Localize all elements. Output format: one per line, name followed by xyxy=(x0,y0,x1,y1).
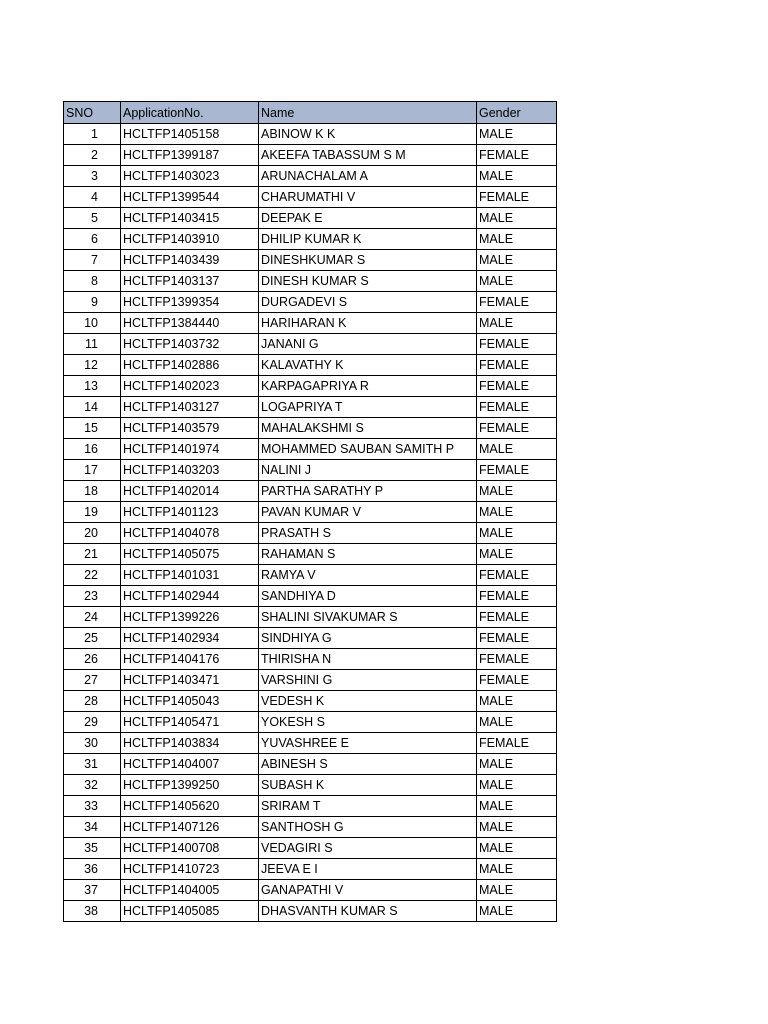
table-row xyxy=(64,775,557,796)
cell-name: CHARUMATHI V xyxy=(259,187,477,208)
cell-application-no: HCLTFP1403127 xyxy=(121,397,259,418)
cell-application-no: HCLTFP1399354 xyxy=(121,292,259,313)
table-row xyxy=(64,796,557,817)
cell-sno: 12 xyxy=(64,355,121,376)
cell-application-no: HCLTFP1402886 xyxy=(121,355,259,376)
cell-application-no: HCLTFP1405075 xyxy=(121,544,259,565)
cell-application-no: HCLTFP1404176 xyxy=(121,649,259,670)
cell-application-no: HCLTFP1403439 xyxy=(121,250,259,271)
cell-sno: 27 xyxy=(64,670,121,691)
cell-gender: MALE xyxy=(477,712,557,733)
cell-sno: 21 xyxy=(64,544,121,565)
cell-sno: 22 xyxy=(64,565,121,586)
cell-sno: 15 xyxy=(64,418,121,439)
cell-application-no: HCLTFP1401123 xyxy=(121,502,259,523)
table-row xyxy=(64,292,557,313)
table-row xyxy=(64,670,557,691)
table-row xyxy=(64,439,557,460)
cell-name: HARIHARAN K xyxy=(259,313,477,334)
table-row xyxy=(64,250,557,271)
table-row xyxy=(64,187,557,208)
cell-name: SANDHIYA D xyxy=(259,586,477,607)
cell-sno: 1 xyxy=(64,124,121,145)
table-header-row xyxy=(64,102,557,124)
cell-application-no: HCLTFP1405085 xyxy=(121,901,259,922)
table-row xyxy=(64,712,557,733)
cell-sno: 10 xyxy=(64,313,121,334)
cell-gender: MALE xyxy=(477,838,557,859)
cell-name: SUBASH K xyxy=(259,775,477,796)
cell-gender: MALE xyxy=(477,313,557,334)
cell-name: ABINESH S xyxy=(259,754,477,775)
cell-application-no: HCLTFP1403579 xyxy=(121,418,259,439)
header-application-no: ApplicationNo. xyxy=(121,102,259,124)
cell-gender: FEMALE xyxy=(477,565,557,586)
cell-application-no: HCLTFP1401031 xyxy=(121,565,259,586)
table-row xyxy=(64,817,557,838)
cell-sno: 30 xyxy=(64,733,121,754)
table-row xyxy=(64,355,557,376)
table-row xyxy=(64,838,557,859)
cell-gender: MALE xyxy=(477,250,557,271)
cell-name: ABINOW K K xyxy=(259,124,477,145)
cell-gender: FEMALE xyxy=(477,628,557,649)
cell-name: DHILIP KUMAR K xyxy=(259,229,477,250)
cell-name: JANANI G xyxy=(259,334,477,355)
cell-sno: 32 xyxy=(64,775,121,796)
cell-name: VEDESH K xyxy=(259,691,477,712)
header-sno: SNO xyxy=(64,102,121,124)
table-row xyxy=(64,544,557,565)
cell-gender: MALE xyxy=(477,229,557,250)
cell-application-no: HCLTFP1404078 xyxy=(121,523,259,544)
table-row xyxy=(64,229,557,250)
cell-application-no: HCLTFP1405043 xyxy=(121,691,259,712)
cell-gender: FEMALE xyxy=(477,418,557,439)
cell-gender: MALE xyxy=(477,775,557,796)
cell-name: DURGADEVI S xyxy=(259,292,477,313)
table-row xyxy=(64,586,557,607)
cell-gender: MALE xyxy=(477,166,557,187)
cell-application-no: HCLTFP1404005 xyxy=(121,880,259,901)
table-row xyxy=(64,166,557,187)
table-row xyxy=(64,565,557,586)
table-row xyxy=(64,691,557,712)
table-row xyxy=(64,607,557,628)
cell-application-no: HCLTFP1399250 xyxy=(121,775,259,796)
table-row xyxy=(64,523,557,544)
table-row xyxy=(64,145,557,166)
cell-application-no: HCLTFP1384440 xyxy=(121,313,259,334)
cell-name: THIRISHA N xyxy=(259,649,477,670)
cell-gender: MALE xyxy=(477,817,557,838)
cell-name: SANTHOSH G xyxy=(259,817,477,838)
cell-gender: MALE xyxy=(477,691,557,712)
table-row xyxy=(64,481,557,502)
cell-gender: FEMALE xyxy=(477,460,557,481)
cell-sno: 18 xyxy=(64,481,121,502)
cell-sno: 5 xyxy=(64,208,121,229)
cell-application-no: HCLTFP1399226 xyxy=(121,607,259,628)
candidate-table xyxy=(63,101,557,922)
cell-gender: MALE xyxy=(477,859,557,880)
cell-sno: 23 xyxy=(64,586,121,607)
cell-name: RAHAMAN S xyxy=(259,544,477,565)
cell-application-no: HCLTFP1399187 xyxy=(121,145,259,166)
cell-sno: 19 xyxy=(64,502,121,523)
cell-gender: FEMALE xyxy=(477,733,557,754)
cell-gender: FEMALE xyxy=(477,670,557,691)
cell-application-no: HCLTFP1402014 xyxy=(121,481,259,502)
table-row xyxy=(64,859,557,880)
cell-sno: 31 xyxy=(64,754,121,775)
cell-application-no: HCLTFP1405620 xyxy=(121,796,259,817)
table-row xyxy=(64,628,557,649)
cell-application-no: HCLTFP1402934 xyxy=(121,628,259,649)
cell-gender: MALE xyxy=(477,124,557,145)
cell-sno: 9 xyxy=(64,292,121,313)
cell-name: SRIRAM T xyxy=(259,796,477,817)
cell-gender: MALE xyxy=(477,271,557,292)
cell-application-no: HCLTFP1405471 xyxy=(121,712,259,733)
cell-name: SINDHIYA G xyxy=(259,628,477,649)
cell-application-no: HCLTFP1407126 xyxy=(121,817,259,838)
cell-application-no: HCLTFP1403415 xyxy=(121,208,259,229)
cell-name: RAMYA V xyxy=(259,565,477,586)
cell-name: DINESH KUMAR S xyxy=(259,271,477,292)
cell-name: DHASVANTH KUMAR S xyxy=(259,901,477,922)
cell-sno: 34 xyxy=(64,817,121,838)
cell-gender: FEMALE xyxy=(477,145,557,166)
cell-sno: 11 xyxy=(64,334,121,355)
cell-sno: 17 xyxy=(64,460,121,481)
cell-gender: MALE xyxy=(477,880,557,901)
cell-sno: 35 xyxy=(64,838,121,859)
cell-sno: 37 xyxy=(64,880,121,901)
cell-name: DINESHKUMAR S xyxy=(259,250,477,271)
table-row xyxy=(64,733,557,754)
cell-name: NALINI J xyxy=(259,460,477,481)
cell-gender: MALE xyxy=(477,901,557,922)
cell-application-no: HCLTFP1404007 xyxy=(121,754,259,775)
cell-sno: 16 xyxy=(64,439,121,460)
cell-name: AKEEFA TABASSUM S M xyxy=(259,145,477,166)
cell-gender: MALE xyxy=(477,796,557,817)
cell-sno: 3 xyxy=(64,166,121,187)
cell-name: GANAPATHI V xyxy=(259,880,477,901)
table-row xyxy=(64,754,557,775)
table-row xyxy=(64,649,557,670)
cell-gender: MALE xyxy=(477,544,557,565)
cell-gender: MALE xyxy=(477,208,557,229)
cell-gender: FEMALE xyxy=(477,607,557,628)
cell-gender: MALE xyxy=(477,502,557,523)
cell-name: VARSHINI G xyxy=(259,670,477,691)
cell-sno: 38 xyxy=(64,901,121,922)
table-row xyxy=(64,901,557,922)
cell-application-no: HCLTFP1403910 xyxy=(121,229,259,250)
cell-application-no: HCLTFP1405158 xyxy=(121,124,259,145)
cell-name: VEDAGIRI S xyxy=(259,838,477,859)
cell-sno: 14 xyxy=(64,397,121,418)
cell-name: PARTHA SARATHY P xyxy=(259,481,477,502)
cell-application-no: HCLTFP1403471 xyxy=(121,670,259,691)
header-gender: Gender xyxy=(477,102,557,124)
cell-name: JEEVA E I xyxy=(259,859,477,880)
cell-name: MAHALAKSHMI S xyxy=(259,418,477,439)
table-row xyxy=(64,271,557,292)
table-row xyxy=(64,334,557,355)
cell-name: YOKESH S xyxy=(259,712,477,733)
cell-name: YUVASHREE E xyxy=(259,733,477,754)
cell-sno: 33 xyxy=(64,796,121,817)
cell-name: SHALINI SIVAKUMAR S xyxy=(259,607,477,628)
cell-sno: 28 xyxy=(64,691,121,712)
cell-application-no: HCLTFP1410723 xyxy=(121,859,259,880)
cell-application-no: HCLTFP1402023 xyxy=(121,376,259,397)
cell-application-no: HCLTFP1403732 xyxy=(121,334,259,355)
cell-sno: 4 xyxy=(64,187,121,208)
cell-sno: 8 xyxy=(64,271,121,292)
cell-application-no: HCLTFP1400708 xyxy=(121,838,259,859)
cell-sno: 26 xyxy=(64,649,121,670)
cell-name: KALAVATHY K xyxy=(259,355,477,376)
cell-sno: 36 xyxy=(64,859,121,880)
cell-gender: FEMALE xyxy=(477,376,557,397)
cell-sno: 25 xyxy=(64,628,121,649)
table-row xyxy=(64,880,557,901)
table-row xyxy=(64,208,557,229)
cell-gender: FEMALE xyxy=(477,187,557,208)
cell-gender: FEMALE xyxy=(477,586,557,607)
cell-application-no: HCLTFP1399544 xyxy=(121,187,259,208)
table-row xyxy=(64,124,557,145)
cell-sno: 7 xyxy=(64,250,121,271)
cell-sno: 29 xyxy=(64,712,121,733)
cell-application-no: HCLTFP1401974 xyxy=(121,439,259,460)
cell-gender: FEMALE xyxy=(477,334,557,355)
cell-application-no: HCLTFP1403203 xyxy=(121,460,259,481)
cell-gender: FEMALE xyxy=(477,292,557,313)
cell-application-no: HCLTFP1403137 xyxy=(121,271,259,292)
cell-gender: FEMALE xyxy=(477,355,557,376)
header-name: Name xyxy=(259,102,477,124)
cell-name: DEEPAK E xyxy=(259,208,477,229)
cell-sno: 20 xyxy=(64,523,121,544)
cell-application-no: HCLTFP1402944 xyxy=(121,586,259,607)
cell-gender: MALE xyxy=(477,754,557,775)
cell-application-no: HCLTFP1403023 xyxy=(121,166,259,187)
cell-application-no: HCLTFP1403834 xyxy=(121,733,259,754)
cell-gender: MALE xyxy=(477,523,557,544)
cell-name: LOGAPRIYA T xyxy=(259,397,477,418)
table-body xyxy=(64,124,557,922)
cell-name: ARUNACHALAM A xyxy=(259,166,477,187)
cell-sno: 2 xyxy=(64,145,121,166)
cell-sno: 24 xyxy=(64,607,121,628)
cell-name: MOHAMMED SAUBAN SAMITH P xyxy=(259,439,477,460)
table-row xyxy=(64,313,557,334)
cell-sno: 6 xyxy=(64,229,121,250)
cell-gender: MALE xyxy=(477,439,557,460)
table-row xyxy=(64,418,557,439)
cell-name: PRASATH S xyxy=(259,523,477,544)
cell-name: KARPAGAPRIYA R xyxy=(259,376,477,397)
table-row xyxy=(64,460,557,481)
table-row xyxy=(64,502,557,523)
cell-gender: FEMALE xyxy=(477,649,557,670)
cell-sno: 13 xyxy=(64,376,121,397)
cell-gender: FEMALE xyxy=(477,397,557,418)
cell-gender: MALE xyxy=(477,481,557,502)
cell-name: PAVAN KUMAR V xyxy=(259,502,477,523)
table-row xyxy=(64,397,557,418)
table-row xyxy=(64,376,557,397)
